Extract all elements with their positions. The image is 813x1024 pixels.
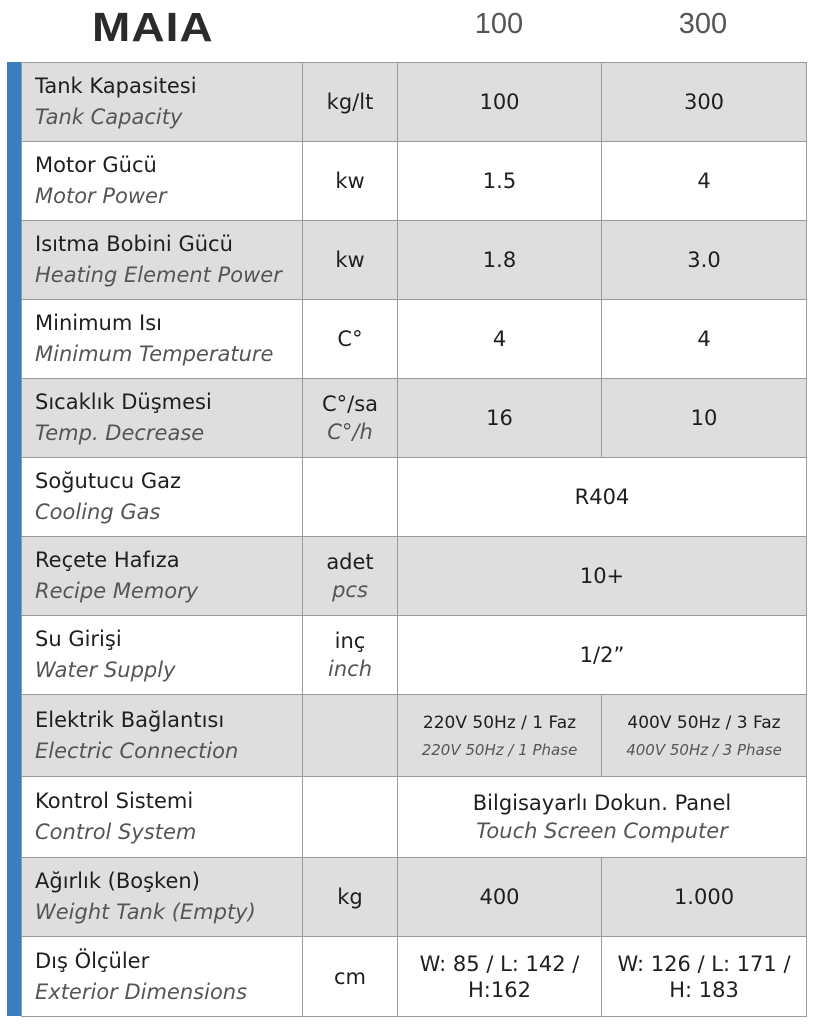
- label-tr: Motor Gücü: [35, 153, 157, 177]
- value-300: [602, 300, 807, 379]
- spec-header: [0, 0, 813, 62]
- label-en: Weight Tank (Empty): [35, 900, 256, 924]
- row-motor-power: [22, 142, 807, 221]
- row-recipe-memory: [22, 537, 807, 616]
- label-en: Electric Connection: [35, 738, 239, 763]
- value-100: [398, 858, 602, 937]
- label-cell: [22, 537, 303, 616]
- value-300: [602, 695, 807, 777]
- unit: kw: [335, 169, 365, 193]
- unit-cell: [303, 777, 398, 858]
- unit-cell: [303, 537, 398, 616]
- value-100: [398, 221, 602, 300]
- value-shared-text: 10+: [579, 564, 625, 588]
- value-300-line2: H: 183: [669, 977, 739, 1002]
- unit-en: pcs: [332, 578, 368, 602]
- label-tr: Elektrik Bağlantısı: [35, 707, 225, 732]
- unit-cell: [303, 937, 398, 1017]
- label-cell: [22, 616, 303, 695]
- unit: kg: [337, 885, 363, 909]
- label-tr: Minimum Isı: [35, 311, 162, 335]
- value-100-text: 220V 50Hz / 1 Faz: [422, 712, 577, 733]
- label-tr: Kontrol Sistemi: [35, 789, 194, 813]
- label-tr: Isıtma Bobini Gücü: [35, 232, 233, 256]
- row-tank-capacity: [22, 63, 807, 142]
- value-300-text: 10: [690, 406, 718, 430]
- unit: adet: [326, 550, 374, 574]
- unit: C°: [337, 327, 363, 351]
- label-cell: [22, 858, 303, 937]
- value-300: [602, 142, 807, 221]
- label-tr: Su Girişi: [35, 627, 122, 651]
- row-temp-decrease: [22, 379, 807, 458]
- label-en: Control System: [35, 820, 197, 844]
- label-en: Minimum Temperature: [35, 342, 274, 366]
- value-shared-text: R404: [574, 485, 630, 509]
- value-300-line1: W: 126 / L: 171 /: [617, 951, 791, 976]
- accent-bar: [7, 62, 21, 1016]
- unit-cell: [303, 221, 398, 300]
- unit-cell: [303, 300, 398, 379]
- label-cell: [22, 458, 303, 537]
- value-100-text-en: 220V 50Hz / 1 Phase: [421, 740, 578, 759]
- value-100-line2: H:162: [468, 977, 531, 1002]
- label-cell: [22, 695, 303, 777]
- value-100-text: 1.5: [482, 169, 517, 193]
- label-en: Recipe Memory: [35, 579, 199, 603]
- unit-cell: [303, 63, 398, 142]
- value-100-text: 1.8: [482, 248, 517, 272]
- value-300-text: 1.000: [673, 885, 735, 909]
- value-100-text: 16: [486, 406, 513, 430]
- value-300-text: 4: [697, 169, 711, 193]
- value-100-line1: W: 85 / L: 142 /: [419, 951, 580, 976]
- row-cooling-gas: [22, 458, 807, 537]
- unit: cm: [333, 964, 366, 989]
- label-cell: [22, 379, 303, 458]
- value-300-text: 300: [683, 90, 725, 114]
- value-100: [398, 142, 602, 221]
- row-minimum-temperature: [22, 300, 807, 379]
- unit-en: inch: [328, 657, 372, 681]
- value-shared: [398, 537, 807, 616]
- unit-cell: [303, 616, 398, 695]
- value-300: [602, 63, 807, 142]
- value-shared-text-en: Touch Screen Computer: [476, 819, 728, 843]
- label-en: Cooling Gas: [35, 500, 161, 524]
- value-shared-text: 1/2”: [579, 643, 625, 667]
- unit-cell: [303, 695, 398, 777]
- label-tr: Tank Kapasitesi: [35, 74, 197, 98]
- value-300: [602, 858, 807, 937]
- unit-cell: [303, 142, 398, 221]
- label-en: Temp. Decrease: [35, 421, 205, 445]
- row-water-supply: [22, 616, 807, 695]
- label-cell: [22, 221, 303, 300]
- row-heating-power: [22, 221, 807, 300]
- label-cell: [22, 937, 303, 1017]
- unit: kw: [335, 248, 365, 272]
- label-tr: Reçete Hafıza: [35, 548, 180, 572]
- label-en: Exterior Dimensions: [35, 979, 248, 1004]
- model-100-heading: 100: [474, 8, 524, 40]
- value-100: [398, 937, 602, 1017]
- value-shared: [398, 777, 807, 858]
- value-100: [398, 379, 602, 458]
- value-shared: [398, 616, 807, 695]
- label-cell: [22, 63, 303, 142]
- label-en: Tank Capacity: [35, 105, 183, 129]
- label-tr: Dış Ölçüler: [35, 948, 150, 973]
- unit: inç: [334, 629, 366, 653]
- value-shared-text: Bilgisayarlı Dokun. Panel: [472, 791, 732, 815]
- row-weight: [22, 858, 807, 937]
- value-100: [398, 300, 602, 379]
- unit: kg/lt: [326, 90, 374, 114]
- value-300-text: 3.0: [687, 248, 721, 272]
- label-tr: Ağırlık (Boşken): [35, 869, 200, 893]
- value-300-text-en: 400V 50Hz / 3 Phase: [626, 740, 782, 759]
- label-en: Water Supply: [35, 658, 176, 682]
- unit-en: C°/h: [327, 420, 373, 444]
- unit: C°/sa: [321, 392, 379, 416]
- label-tr: Soğutucu Gaz: [35, 469, 182, 493]
- value-shared: [398, 458, 807, 537]
- value-300: [602, 221, 807, 300]
- label-cell: [22, 142, 303, 221]
- row-control-system: [22, 777, 807, 858]
- value-300-text: 4: [697, 327, 711, 351]
- label-en: Motor Power: [35, 184, 167, 208]
- value-300-text: 400V 50Hz / 3 Faz: [627, 712, 781, 733]
- label-cell: [22, 300, 303, 379]
- value-100: [398, 63, 602, 142]
- unit-cell: [303, 858, 398, 937]
- row-electric-connection: [22, 695, 807, 777]
- value-100-text: 100: [479, 90, 520, 114]
- spec-table: [21, 62, 807, 1017]
- label-cell: [22, 777, 303, 858]
- value-100: [398, 695, 602, 777]
- value-300: [602, 379, 807, 458]
- label-tr: Sıcaklık Düşmesi: [35, 390, 212, 414]
- label-en: Heating Element Power: [35, 263, 282, 287]
- value-100-text: 400: [479, 885, 520, 909]
- value-300: [602, 937, 807, 1017]
- value-100-text: 4: [492, 327, 507, 351]
- unit-cell: [303, 379, 398, 458]
- row-exterior-dimensions: [22, 937, 807, 1017]
- brand-logo: MAIA: [92, 4, 214, 50]
- model-300-heading: 300: [678, 8, 728, 40]
- unit-cell: [303, 458, 398, 537]
